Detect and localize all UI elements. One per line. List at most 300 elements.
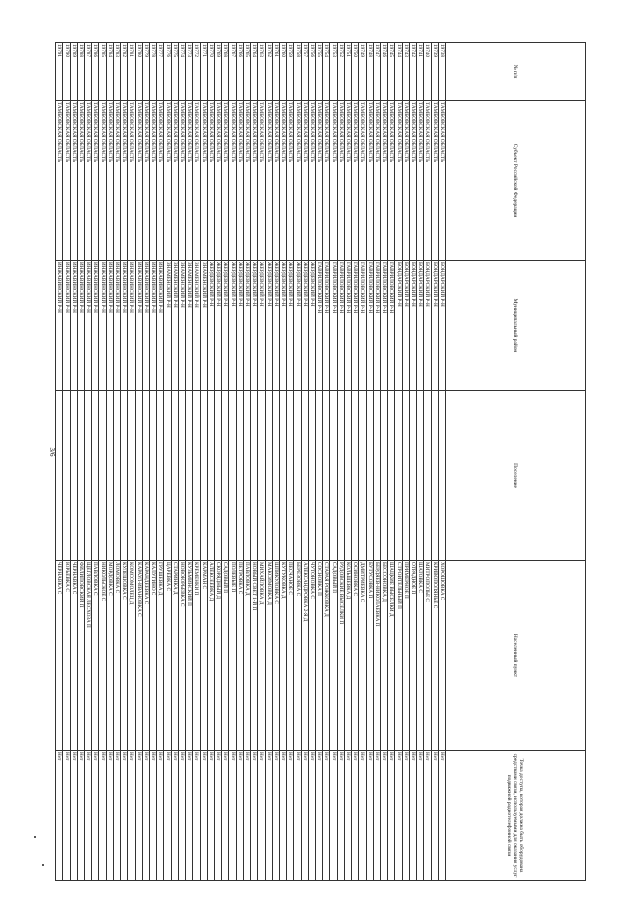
table-row: [70, 43, 77, 881]
cell-number: 19753: [330, 43, 337, 101]
cell-district: ИНЖАВИНСКИЙ Р-Н: [113, 261, 120, 391]
cell-district: ЗНАМЕНСКИЙ Р-Н: [178, 261, 185, 391]
table-row: [106, 43, 113, 881]
table-row: [63, 43, 70, 881]
cell-number: 19743: [402, 43, 409, 101]
cell-subject: ТАМБОВСКАЯ ОБЛАСТЬ: [171, 101, 178, 261]
cell-district: ГАВРИЛОВСКИЙ Р-Н: [366, 261, 373, 391]
cell-district: ЗНАМЕНСКИЙ Р-Н: [186, 261, 193, 391]
cell-locality: САДОВЫЙ П: [330, 561, 337, 751]
cell-locality: ШПИКУЛОВКА С: [272, 561, 279, 751]
cell-subject: ТАМБОВСКАЯ ОБЛАСТЬ: [373, 101, 380, 261]
cell-access-point: Нет: [366, 751, 373, 881]
cell-access-point: Нет: [330, 751, 337, 881]
header-locality: Населенный пункт: [446, 561, 586, 751]
cell-district: ИНЖАВИНСКИЙ Р-Н: [85, 261, 92, 391]
cell-subject: ТАМБОВСКАЯ ОБЛАСТЬ: [157, 101, 164, 261]
cell-access-point: Нет: [135, 751, 142, 881]
cell-settlement: [186, 391, 193, 561]
cell-settlement: [409, 391, 416, 561]
cell-number: 19749: [359, 43, 366, 101]
cell-locality: КРЕМЕНКИ П: [193, 561, 200, 751]
table-row: [85, 43, 92, 881]
cell-number: 19779: [142, 43, 149, 101]
cell-settlement: [207, 391, 214, 561]
cell-district: БОНДАРСКИЙ Р-Н: [402, 261, 409, 391]
cell-access-point: Нет: [113, 751, 120, 881]
cell-subject: ТАМБОВСКАЯ ОБЛАСТЬ: [431, 101, 438, 261]
cell-access-point: Нет: [373, 751, 380, 881]
cell-number: 19760: [279, 43, 286, 101]
table-row: [395, 43, 402, 881]
cell-locality: КУЛЕШОВКА С: [121, 561, 128, 751]
document-sheet: [56, 42, 586, 880]
cell-district: ГАВРИЛОВСКИЙ Р-Н: [344, 261, 351, 391]
cell-subject: ТАМБОВСКАЯ ОБЛАСТЬ: [200, 101, 207, 261]
cell-locality: ОТРАДНОЕ П: [409, 561, 416, 751]
cell-locality: ПРИМЕРНОЕ П: [402, 561, 409, 751]
cell-locality: НОВЫЙ СВЕТ 1-Й П: [251, 561, 258, 751]
cell-access-point: Нет: [106, 751, 113, 881]
cell-district: ЖЕРДЕВСКИЙ Р-Н: [207, 261, 214, 391]
table-row: [56, 43, 63, 881]
cell-number: 19781: [128, 43, 135, 101]
cell-access-point: Нет: [402, 751, 409, 881]
cell-subject: ТАМБОВСКАЯ ОБЛАСТЬ: [193, 101, 200, 261]
scan-speck: [42, 864, 44, 866]
cell-number: 19758: [294, 43, 301, 101]
cell-subject: ТАМБОВСКАЯ ОБЛАСТЬ: [316, 101, 323, 261]
cell-locality: ЮРЬЕВКА С: [63, 561, 70, 751]
cell-number: 19738: [438, 43, 445, 101]
cell-settlement: [236, 391, 243, 561]
cell-access-point: Нет: [171, 751, 178, 881]
cell-subject: ТАМБОВСКАЯ ОБЛАСТЬ: [395, 101, 402, 261]
cell-subject: ТАМБОВСКАЯ ОБЛАСТЬ: [222, 101, 229, 261]
cell-district: ГАВРИЛОВСКИЙ Р-Н: [359, 261, 366, 391]
cell-locality: СКОРЯДНЫЙ Д: [215, 561, 222, 751]
table-row: [222, 43, 229, 881]
cell-settlement: [344, 391, 351, 561]
cell-settlement: [424, 391, 431, 561]
cell-number: 19774: [178, 43, 185, 101]
cell-settlement: [294, 391, 301, 561]
cell-number: 19742: [409, 43, 416, 101]
cell-district: ГАВРИЛОВСКИЙ Р-Н: [337, 261, 344, 391]
cell-district: ИНЖАВИНСКИЙ Р-Н: [77, 261, 84, 391]
cell-access-point: Нет: [359, 751, 366, 881]
cell-district: ЖЕРДЕВСКИЙ Р-Н: [265, 261, 272, 391]
cell-locality: АЛЕКСАНДРОВКА 2-Я Д: [301, 561, 308, 751]
cell-access-point: Нет: [142, 751, 149, 881]
cell-subject: ТАМБОВСКАЯ ОБЛАСТЬ: [92, 101, 99, 261]
cell-access-point: Нет: [121, 751, 128, 881]
cell-settlement: [337, 391, 344, 561]
cell-settlement: [150, 391, 157, 561]
table-row: [243, 43, 250, 881]
cell-district: ИНЖАВИНСКИЙ Р-Н: [157, 261, 164, 391]
cell-number: 19763: [258, 43, 265, 101]
cell-locality: РУДОВСКИЕ ВЫСЕЛКИ П: [337, 561, 344, 751]
cell-settlement: [135, 391, 142, 561]
table-row: [200, 43, 207, 881]
cell-district: БОНДАРСКИЙ Р-Н: [431, 261, 438, 391]
cell-subject: ТАМБОВСКАЯ ОБЛАСТЬ: [56, 101, 63, 261]
cell-locality: ХОРОШОВКА С: [438, 561, 445, 751]
cell-settlement: [229, 391, 236, 561]
cell-access-point: Нет: [63, 751, 70, 881]
cell-locality: СТРОИТЕЛЬНЫЙ П: [395, 561, 402, 751]
cell-locality: ШАЦКИЕ ВЫСЕЛКИ Д: [388, 561, 395, 751]
table-row: [92, 43, 99, 881]
cell-district: ЖЕРДЕВСКИЙ Р-Н: [258, 261, 265, 391]
cell-subject: ТАМБОВСКАЯ ОБЛАСТЬ: [77, 101, 84, 261]
table-row: [150, 43, 157, 881]
cell-number: 19747: [373, 43, 380, 101]
cell-settlement: [359, 391, 366, 561]
cell-settlement: [63, 391, 70, 561]
table-row: [128, 43, 135, 881]
cell-number: 19785: [99, 43, 106, 101]
cell-settlement: [70, 391, 77, 561]
cell-subject: ТАМБОВСКАЯ ОБЛАСТЬ: [236, 101, 243, 261]
cell-number: 19788: [77, 43, 84, 101]
cell-number: 19782: [121, 43, 128, 101]
cell-access-point: Нет: [229, 751, 236, 881]
access-points-table: [55, 42, 586, 881]
cell-district: ЖЕРДЕВСКИЙ Р-Н: [308, 261, 315, 391]
cell-access-point: Нет: [128, 751, 135, 881]
table-row: [186, 43, 193, 881]
table-row: [417, 43, 424, 881]
cell-number: 19765: [243, 43, 250, 101]
cell-access-point: Нет: [388, 751, 395, 881]
cell-subject: ТАМБОВСКАЯ ОБЛАСТЬ: [150, 101, 157, 261]
table-row: [99, 43, 106, 881]
cell-subject: ТАМБОВСКАЯ ОБЛАСТЬ: [287, 101, 294, 261]
table-row: [157, 43, 164, 881]
cell-subject: ТАМБОВСКАЯ ОБЛАСТЬ: [229, 101, 236, 261]
cell-number: 19790: [63, 43, 70, 101]
cell-locality: ЩЕГЛОВСКАЯ ЛЕСХОЗА П: [85, 561, 92, 751]
cell-number: 19751: [344, 43, 351, 101]
table-row: [178, 43, 185, 881]
cell-locality: КАРАНДЕЕВКА С: [142, 561, 149, 751]
cell-district: ЖЕРДЕВСКИЙ Р-Н: [236, 261, 243, 391]
cell-access-point: Нет: [92, 751, 99, 881]
cell-settlement: [178, 391, 185, 561]
cell-access-point: Нет: [409, 751, 416, 881]
cell-locality: ГРУШЕВКА Д: [157, 561, 164, 751]
cell-access-point: Нет: [178, 751, 185, 881]
table-row: [323, 43, 330, 881]
cell-access-point: Нет: [150, 751, 157, 881]
cell-subject: ТАМБОВСКАЯ ОБЛАСТЬ: [337, 101, 344, 261]
table-row: [236, 43, 243, 881]
cell-locality: КРИВОПОЛЯНЬЕ С: [431, 561, 438, 751]
cell-access-point: Нет: [337, 751, 344, 881]
header-number: № п/п: [446, 43, 586, 101]
header-district: Муниципальный район: [446, 261, 586, 391]
cell-locality: ОСИНОВКА С: [352, 561, 359, 751]
cell-settlement: [279, 391, 286, 561]
cell-locality: БУТУСОВКА П: [366, 561, 373, 751]
cell-locality: КУТУКОВКА Д: [279, 561, 286, 751]
cell-settlement: [417, 391, 424, 561]
cell-number: 19756: [308, 43, 315, 101]
header-settlement: Поселение: [446, 391, 586, 561]
table-row: [142, 43, 149, 881]
table-row: [402, 43, 409, 881]
cell-district: ЗНАМЕНСКИЙ Р-Н: [171, 261, 178, 391]
cell-access-point: Нет: [236, 751, 243, 881]
table-row: [431, 43, 438, 881]
cell-number: 19759: [287, 43, 294, 101]
cell-access-point: Нет: [251, 751, 258, 881]
cell-access-point: Нет: [272, 751, 279, 881]
cell-settlement: [352, 391, 359, 561]
cell-settlement: [251, 391, 258, 561]
cell-district: ИНЖАВИНСКИЙ Р-Н: [70, 261, 77, 391]
table-row: [113, 43, 120, 881]
header-access-point: Точка доступа, которая должна быть оборудована средствами связи, используемыми для оказания услуг подвижной радиотелефонной связи: [446, 751, 586, 881]
cell-number: 19762: [265, 43, 272, 101]
cell-subject: ТАМБОВСКАЯ ОБЛАСТЬ: [388, 101, 395, 261]
cell-number: 19778: [150, 43, 157, 101]
cell-locality: КАРМАН С: [200, 561, 207, 751]
cell-locality: КОЛЬШЕВКА Д: [344, 561, 351, 751]
cell-settlement: [164, 391, 171, 561]
cell-subject: ТАМБОВСКАЯ ОБЛАСТЬ: [142, 101, 149, 261]
cell-settlement: [431, 391, 438, 561]
cell-access-point: Нет: [352, 751, 359, 881]
cell-locality: КАЛУГИНО С: [150, 561, 157, 751]
cell-settlement: [395, 391, 402, 561]
cell-access-point: Нет: [85, 751, 92, 881]
cell-locality: КОМСОМОЛЕЦ Д: [128, 561, 135, 751]
cell-access-point: Нет: [294, 751, 301, 881]
cell-district: ЖЕРДЕВСКИЙ Р-Н: [215, 261, 222, 391]
cell-access-point: Нет: [70, 751, 77, 881]
cell-number: 19784: [106, 43, 113, 101]
cell-locality: КУЗЬМИНСКИЙ П: [186, 561, 193, 751]
cell-settlement: [330, 391, 337, 561]
cell-locality: БЕССОНОВКА Д: [381, 561, 388, 751]
cell-subject: ТАМБОВСКАЯ ОБЛАСТЬ: [121, 101, 128, 261]
cell-access-point: Нет: [344, 751, 351, 881]
cell-locality: БЕРЕЗОВКА С: [294, 561, 301, 751]
cell-number: 19770: [207, 43, 214, 101]
cell-subject: ТАМБОВСКАЯ ОБЛАСТЬ: [70, 101, 77, 261]
cell-district: ЖЕРДЕВСКИЙ Р-Н: [287, 261, 294, 391]
cell-subject: ТАМБОВСКАЯ ОБЛАСТЬ: [409, 101, 416, 261]
cell-locality: ЛОМОВКА С: [113, 561, 120, 751]
cell-district: ИНЖАВИНСКИЙ Р-Н: [63, 261, 70, 391]
table-row: [381, 43, 388, 881]
cell-settlement: [272, 391, 279, 561]
cell-number: 19768: [222, 43, 229, 101]
cell-settlement: [106, 391, 113, 561]
cell-subject: ТАМБОВСКАЯ ОБЛАСТЬ: [207, 101, 214, 261]
table-row: [258, 43, 265, 881]
cell-settlement: [99, 391, 106, 561]
cell-district: ГАВРИЛОВСКИЙ Р-Н: [316, 261, 323, 391]
cell-settlement: [265, 391, 272, 561]
cell-subject: ТАМБОВСКАЯ ОБЛАСТЬ: [135, 101, 142, 261]
table-row: [366, 43, 373, 881]
cell-subject: ТАМБОВСКАЯ ОБЛАСТЬ: [279, 101, 286, 261]
cell-district: ЖЕРДЕВСКИЙ Р-Н: [279, 261, 286, 391]
cell-access-point: Нет: [395, 751, 402, 881]
cell-district: БОНДАРСКИЙ Р-Н: [395, 261, 402, 391]
cell-access-point: Нет: [308, 751, 315, 881]
cell-subject: ТАМБОВСКАЯ ОБЛАСТЬ: [308, 101, 315, 261]
cell-district: ГАВРИЛОВСКИЙ Р-Н: [323, 261, 330, 391]
cell-settlement: [373, 391, 380, 561]
cell-settlement: [128, 391, 135, 561]
cell-subject: ТАМБОВСКАЯ ОБЛАСТЬ: [402, 101, 409, 261]
cell-subject: ТАМБОВСКАЯ ОБЛАСТЬ: [272, 101, 279, 261]
cell-access-point: Нет: [243, 751, 250, 881]
table-row: [359, 43, 366, 881]
cell-number: 19773: [186, 43, 193, 101]
cell-locality: СТАРИНКА Д: [171, 561, 178, 751]
table-body: [56, 43, 446, 881]
cell-subject: ТАМБОВСКАЯ ОБЛАСТЬ: [186, 101, 193, 261]
cell-subject: ТАМБОВСКАЯ ОБЛАСТЬ: [265, 101, 272, 261]
cell-subject: ТАМБОВСКАЯ ОБЛАСТЬ: [344, 101, 351, 261]
cell-district: ИНЖАВИНСКИЙ Р-Н: [56, 261, 63, 391]
cell-settlement: [381, 391, 388, 561]
cell-number: 19776: [164, 43, 171, 101]
cell-subject: ТАМБОВСКАЯ ОБЛАСТЬ: [258, 101, 265, 261]
cell-number: 19750: [352, 43, 359, 101]
cell-settlement: [171, 391, 178, 561]
cell-access-point: Нет: [77, 751, 84, 881]
cell-locality: МИТРОПОЛЬЕ С: [424, 561, 431, 751]
table-row: [164, 43, 171, 881]
cell-district: БОНДАРСКИЙ Р-Н: [409, 261, 416, 391]
cell-locality: ПАВЛОВКА С: [92, 561, 99, 751]
cell-settlement: [366, 391, 373, 561]
table-row: [301, 43, 308, 881]
cell-settlement: [402, 391, 409, 561]
cell-settlement: [388, 391, 395, 561]
cell-settlement: [56, 391, 63, 561]
cell-district: ГАВРИЛОВСКИЙ Р-Н: [330, 261, 337, 391]
cell-district: ИНЖАВИНСКИЙ Р-Н: [99, 261, 106, 391]
cell-settlement: [200, 391, 207, 561]
cell-subject: ТАМБОВСКАЯ ОБЛАСТЬ: [294, 101, 301, 261]
header-subject: Субъект Российской Федерации: [446, 101, 586, 261]
table-row: [409, 43, 416, 881]
table-row: [207, 43, 214, 881]
cell-number: 19741: [417, 43, 424, 101]
cell-locality: САДОВЫЙ П: [222, 561, 229, 751]
cell-district: ЖЕРДЕВСКИЙ Р-Н: [222, 261, 229, 391]
table-row: [229, 43, 236, 881]
cell-district: ГАВРИЛОВСКИЙ Р-Н: [352, 261, 359, 391]
table-row: [265, 43, 272, 881]
cell-locality: СОСНОВКА П: [316, 561, 323, 751]
cell-settlement: [243, 391, 250, 561]
cell-access-point: Нет: [287, 751, 294, 881]
table-header-row: [446, 43, 586, 881]
cell-locality: ПАВЛОВКА Д: [243, 561, 250, 751]
cell-access-point: Нет: [417, 751, 424, 881]
cell-number: 19766: [236, 43, 243, 101]
cell-number: 19745: [388, 43, 395, 101]
cell-district: ЖЕРДЕВСКИЙ Р-Н: [251, 261, 258, 391]
cell-settlement: [316, 391, 323, 561]
page-number: 3/6: [48, 447, 56, 457]
table-row: [215, 43, 222, 881]
cell-locality: МОРДОВКА С: [106, 561, 113, 751]
cell-subject: ТАМБОВСКАЯ ОБЛАСТЬ: [438, 101, 445, 261]
cell-district: БОНДАРСКИЙ Р-Н: [417, 261, 424, 391]
cell-access-point: Нет: [200, 751, 207, 881]
cell-district: ЗНАМЕНСКИЙ Р-Н: [193, 261, 200, 391]
cell-access-point: Нет: [279, 751, 286, 881]
cell-locality: БЕРДЯЕВ-НИКОЛАЕВКА П: [373, 561, 380, 751]
table-row: [337, 43, 344, 881]
cell-district: ЗНАМЕНСКИЙ Р-Н: [200, 261, 207, 391]
cell-district: ЖЕРДЕВСКИЙ Р-Н: [301, 261, 308, 391]
table-row: [316, 43, 323, 881]
cell-subject: ТАМБОВСКАЯ ОБЛАСТЬ: [63, 101, 70, 261]
cell-number: 19767: [229, 43, 236, 101]
cell-access-point: Нет: [164, 751, 171, 881]
cell-number: 19757: [301, 43, 308, 101]
cell-locality: СТАРАЯ РОЖКОВКА Д: [323, 561, 330, 751]
cell-access-point: Нет: [316, 751, 323, 881]
cell-number: 19783: [113, 43, 120, 101]
cell-number: 19769: [215, 43, 222, 101]
cell-subject: ТАМБОВСКАЯ ОБЛАСТЬ: [381, 101, 388, 261]
table-row: [272, 43, 279, 881]
cell-settlement: [222, 391, 229, 561]
cell-access-point: Нет: [424, 751, 431, 881]
cell-access-point: Нет: [222, 751, 229, 881]
cell-settlement: [438, 391, 445, 561]
cell-locality: ШАТОВКА С: [417, 561, 424, 751]
cell-district: ГАВРИЛОВСКИЙ Р-Н: [373, 261, 380, 391]
cell-access-point: Нет: [207, 751, 214, 881]
cell-number: 19740: [424, 43, 431, 101]
cell-settlement: [323, 391, 330, 561]
cell-number: 19739: [431, 43, 438, 101]
cell-locality: ПЕТРОВКА С: [236, 561, 243, 751]
cell-subject: ТАМБОВСКАЯ ОБЛАСТЬ: [417, 101, 424, 261]
cell-number: 19787: [85, 43, 92, 101]
cell-number: 19755: [316, 43, 323, 101]
cell-number: 19764: [251, 43, 258, 101]
cell-access-point: Нет: [431, 751, 438, 881]
table-row: [294, 43, 301, 881]
cell-district: ЗНАМЕНСКИЙ Р-Н: [164, 261, 171, 391]
cell-number: 19791: [56, 43, 63, 101]
table-row: [279, 43, 286, 881]
table-row: [438, 43, 445, 881]
scan-speck: [34, 836, 36, 838]
cell-subject: ТАМБОВСКАЯ ОБЛАСТЬ: [243, 101, 250, 261]
cell-access-point: Нет: [157, 751, 164, 881]
cell-number: 19746: [381, 43, 388, 101]
cell-subject: ТАМБОВСКАЯ ОБЛАСТЬ: [128, 101, 135, 261]
cell-number: 19789: [70, 43, 77, 101]
cell-number: 19752: [337, 43, 344, 101]
cell-locality: КАРАУЛ-ИВАНОВКА С: [135, 561, 142, 751]
